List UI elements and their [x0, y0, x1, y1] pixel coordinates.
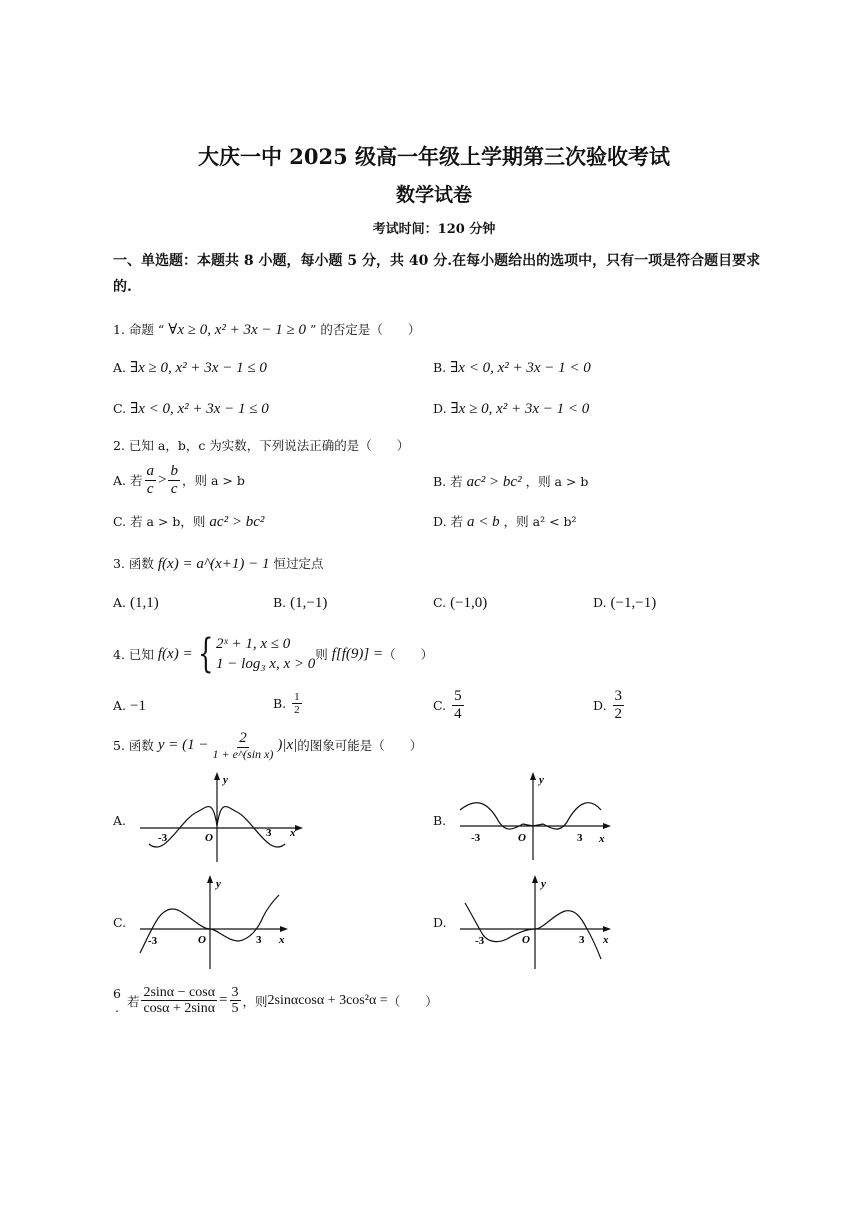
option-pre: 若 [450, 474, 463, 489]
option-label: D. [433, 514, 447, 529]
fraction-b-over-c: $\frac{b}{c}$ [170, 463, 178, 497]
option-pre: 若 [130, 473, 143, 488]
q2-option-b[interactable] [433, 472, 588, 491]
q5-option-b-label[interactable]: B. [433, 813, 447, 828]
option-text: ∃x < 0, x² + 3x − 1 < 0 [450, 360, 591, 376]
fraction-option-b: $\frac{1}{2}$ [294, 691, 300, 717]
option-label: B. [433, 360, 447, 375]
q1-proposition: ∀x ≥ 0, x² + 3x − 1 ≥ 0 [168, 322, 306, 338]
brace-icon: { [197, 631, 213, 677]
option-text: ∃x < 0, x² + 3x − 1 ≤ 0 [130, 401, 269, 417]
fraction-option-d: $\frac{3}{2}$ [614, 688, 623, 722]
q1-option-b[interactable] [433, 358, 591, 377]
option-text: ∃x ≥ 0, x² + 3x − 1 < 0 [450, 401, 590, 417]
q5-option-c-label[interactable]: C. [113, 915, 127, 930]
neg-tick-label: -3 [475, 935, 485, 947]
option-post: ，则 a² < b² [503, 514, 577, 529]
q5-option-a-label[interactable]: A. [113, 813, 127, 828]
q4-lhs: f(x) = [157, 645, 193, 662]
option-text: (−1,−1) [610, 595, 657, 611]
q5-rhs: )|x| [277, 736, 298, 753]
option-label: C. [113, 514, 127, 529]
section-heading: 一、单选题：本题共 8 小题，每小题 5 分，共 40 分.在每小题给出的选项中，只有一项是符合题目要求的. [113, 253, 761, 295]
graph-option-d[interactable] [455, 873, 625, 973]
q1-option-c[interactable] [113, 399, 269, 418]
q1-option-d[interactable] [433, 399, 589, 418]
option-label: A. [113, 472, 127, 488]
question-4-stem [113, 631, 434, 677]
neg-tick-label: -3 [471, 832, 481, 844]
neg-tick-label: -3 [148, 935, 158, 947]
q6-tail: （ ） [387, 993, 438, 1009]
q4-option-b[interactable] [273, 691, 304, 716]
option-label: D. [433, 401, 447, 416]
option-pre: 若 [450, 514, 464, 529]
option-post: ，则 a > b [181, 473, 245, 488]
q1-quote-close: ” [309, 322, 317, 337]
x-axis-label: x [290, 827, 296, 839]
piece-row-2: 1 − log₃ x, x > 0 [216, 656, 316, 672]
pos-tick-label: 3 [256, 934, 262, 946]
q5-fraction: $\frac{2}{\text{1 + e\textasciicircum{}(sin x)}}$ [212, 730, 274, 761]
option-label: D. [593, 697, 607, 713]
q3-option-d[interactable] [593, 595, 656, 612]
fraction-option-c: $\frac{5}{4}$ [454, 688, 462, 722]
q2-option-a[interactable] [113, 463, 245, 497]
q1-quote-open: “ [157, 322, 165, 337]
option-label: C. [433, 697, 447, 713]
option-label: A. [113, 595, 127, 610]
question-1-stem [113, 320, 420, 339]
option-label: B. [273, 595, 287, 610]
q5-lhs: y = (1 − [157, 736, 209, 753]
exam-title: 大庆一中 2025 级高一年级上学期第三次验收考试 [197, 144, 671, 169]
q6-mid: ，则 [242, 993, 268, 1009]
exam-time: 考试时间：120 分钟 [372, 222, 496, 237]
q5-option-d-label[interactable]: D. [433, 915, 447, 930]
piecewise-system [193, 631, 316, 677]
q3-tail: 恒过定点 [273, 556, 324, 571]
q6-ratio-fraction: $\frac{2\sin\alpha - \cos\alpha}{\cos\alpha + 2\sin\alpha}$ [143, 985, 216, 1017]
q3-option-a[interactable] [113, 595, 159, 612]
graph-option-c[interactable] [135, 873, 305, 973]
q6-number: 6 [113, 985, 121, 1001]
option-text: (1,1) [130, 595, 159, 611]
option-post: ，则 a > b [525, 474, 589, 489]
q4-option-c[interactable] [433, 688, 466, 722]
graph-option-b[interactable] [455, 770, 625, 865]
option-label: C. [113, 401, 127, 416]
question-5-stem [113, 730, 422, 761]
question-3-stem [113, 554, 324, 573]
origin-label: O [518, 832, 526, 844]
option-label: B. [433, 474, 447, 489]
pos-tick-label: 3 [577, 832, 583, 844]
q1-tail: 的否定是（ ） [320, 322, 421, 337]
q2-option-d[interactable] [433, 512, 577, 531]
option-text: ac² > bc² [466, 474, 522, 490]
q1-option-a[interactable] [113, 358, 267, 377]
neg-tick-label: -3 [158, 832, 168, 844]
x-axis-label: x [599, 833, 605, 845]
q5-number: 5. 函数 [113, 738, 154, 754]
q6-value-fraction: $\frac{3}{5}$ [231, 985, 239, 1017]
x-axis-label: x [279, 934, 285, 946]
x-axis-label: x [603, 934, 609, 946]
q4-tail: （ ） [383, 647, 434, 662]
option-text: (−1,0) [450, 595, 488, 611]
option-pre: 若 a > b，则 [130, 514, 206, 529]
q6-equals: = [219, 992, 228, 1009]
option-text: ac² > bc² [209, 514, 265, 530]
option-label: A. [113, 698, 127, 713]
q3-option-c[interactable] [433, 595, 487, 612]
option-label: D. [593, 595, 607, 610]
piece-row-1: 2ˣ + 1, x ≤ 0 [216, 636, 291, 652]
option-text: a < b [467, 514, 500, 530]
option-text: −1 [130, 698, 146, 714]
origin-label: O [522, 934, 530, 946]
option-label: A. [113, 360, 127, 375]
origin-label: O [198, 934, 206, 946]
q6-dot: . [114, 999, 119, 1015]
pos-tick-label: 3 [579, 934, 585, 946]
pos-tick-label: 3 [266, 827, 272, 839]
option-text: ∃x ≥ 0, x² + 3x − 1 ≤ 0 [130, 360, 267, 376]
y-axis-label: y [223, 774, 228, 786]
option-label: C. [433, 595, 447, 610]
q2-option-c[interactable] [113, 512, 264, 531]
relation: > [158, 471, 167, 488]
q4-option-a[interactable] [113, 698, 146, 715]
q4-ask: f[f(9)] = [331, 645, 384, 662]
q5-tail: 的图象可能是（ ） [297, 738, 423, 754]
q1-number: 1. 命题 [113, 322, 154, 337]
question-6-stem [113, 985, 438, 1017]
q3-option-b[interactable] [273, 595, 327, 612]
origin-label: O [205, 832, 213, 844]
q3-number: 3. 函数 [113, 556, 154, 571]
q3-function: f(x) = a^(x+1) − 1 [157, 556, 270, 572]
q4-option-d[interactable] [593, 688, 626, 722]
option-label: B. [273, 696, 287, 712]
exam-subtitle: 数学试卷 [395, 184, 472, 206]
y-axis-label: y [539, 774, 544, 786]
q4-number: 4. 已知 [113, 647, 154, 662]
option-text: (1,−1) [290, 595, 328, 611]
q6-pre: 若 [126, 993, 140, 1009]
fraction-a-over-c: $\frac{a}{c}$ [146, 463, 155, 497]
q6-ask: 2sinαcosα + 3cos²α = [267, 992, 388, 1008]
q4-mid: 则 [315, 647, 328, 662]
y-axis-label: y [541, 878, 546, 890]
question-2-stem: 2. 已知 a，b，c 为实数，下列说法正确的是（ ） [113, 438, 410, 453]
y-axis-label: y [216, 878, 221, 890]
graph-option-a[interactable] [135, 770, 305, 865]
